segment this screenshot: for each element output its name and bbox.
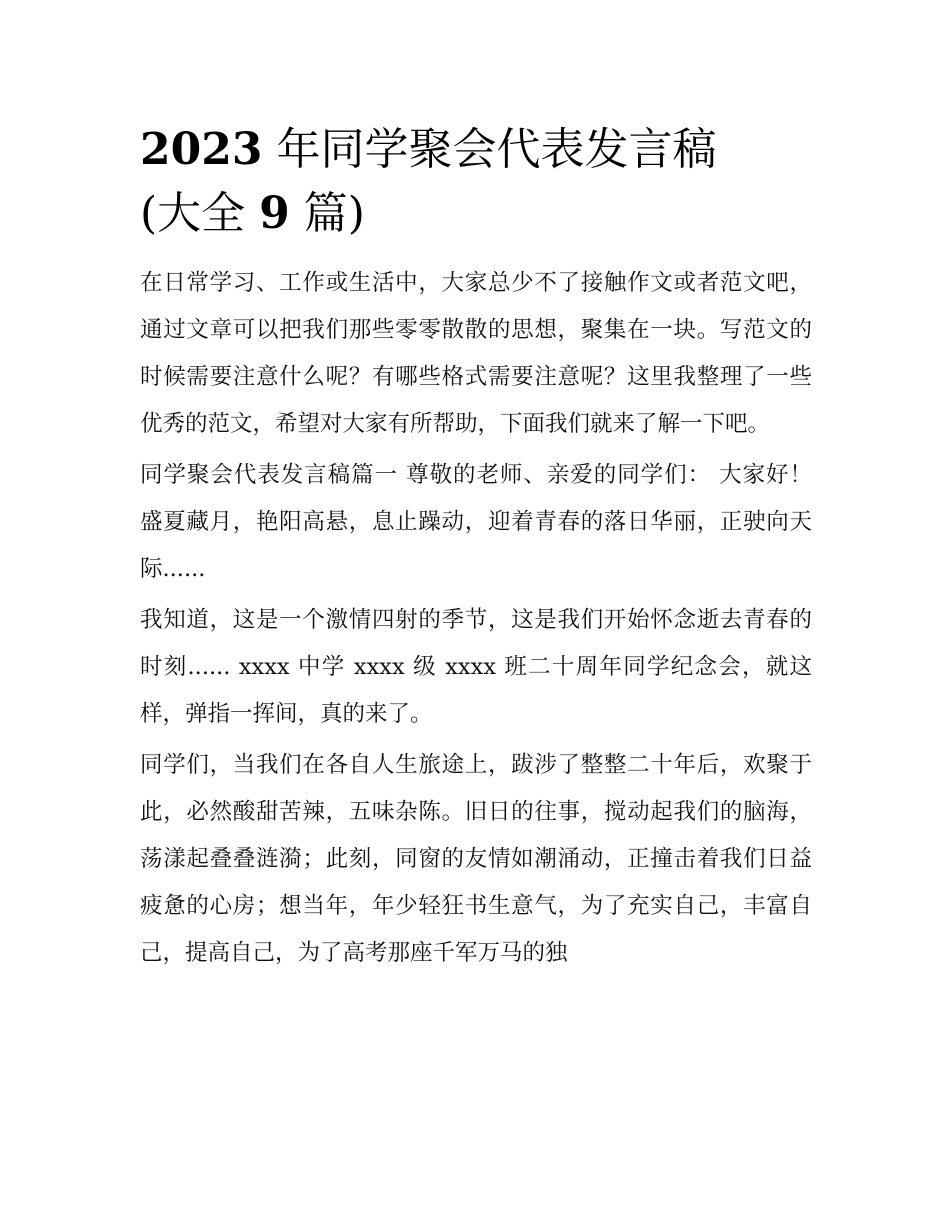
- title-open: (大全: [140, 188, 246, 239]
- title-text: 年同学聚会代表发言稿: [276, 124, 717, 175]
- title-close: 篇): [303, 188, 365, 239]
- document-body: [140, 260, 812, 977]
- title-count: 9: [259, 188, 290, 239]
- title-line-1: [140, 118, 812, 182]
- document-title: [140, 118, 812, 246]
- paragraph-intro: 在日常学习、工作或生活中，大家总少不了接触作文或者范文吧，通过文章可以把我们那些零零散散的思想，聚集在一块。写范文的时候需要注意什么呢？有哪些格式需要注意呢？这里我整理了一些优秀的范文，希望对大家有所帮助，下面我们就来了解一下吧。: [140, 270, 812, 437]
- title-year: 2023: [140, 124, 263, 175]
- paragraph-reunion: 同学们，当我们在各自人生旅途上，跋涉了整整二十年后，欢聚于此，必然酸甜苦辣，五味杂陈。旧日的往事，搅动起我们的脑海，荡漾起叠叠涟漪；此刻，同窗的友情如潮涌动，正撞击着我们日益疲惫的心房；想当年，年少轻狂书生意气，为了充实自己，丰富自己，提高自己，为了高考那座千军万马的独: [140, 752, 812, 966]
- document-content: [140, 118, 812, 981]
- title-line-2: [140, 182, 812, 246]
- paragraph-greeting: 同学聚会代表发言稿篇一 尊敬的老师、亲爱的同学们： 大家好！ 盛夏藏月，艳阳高悬，息止躁动，迎着青春的落日华丽，正驶向天际......: [140, 462, 812, 582]
- paragraph-season: 我知道，这是一个激情四射的季节，这是我们开始怀念逝去青春的时刻...... xxxx 中学 xxxx 级 xxxx 班二十周年同学纪念会，就这样，弹指一挥间，真的来了。: [140, 607, 812, 727]
